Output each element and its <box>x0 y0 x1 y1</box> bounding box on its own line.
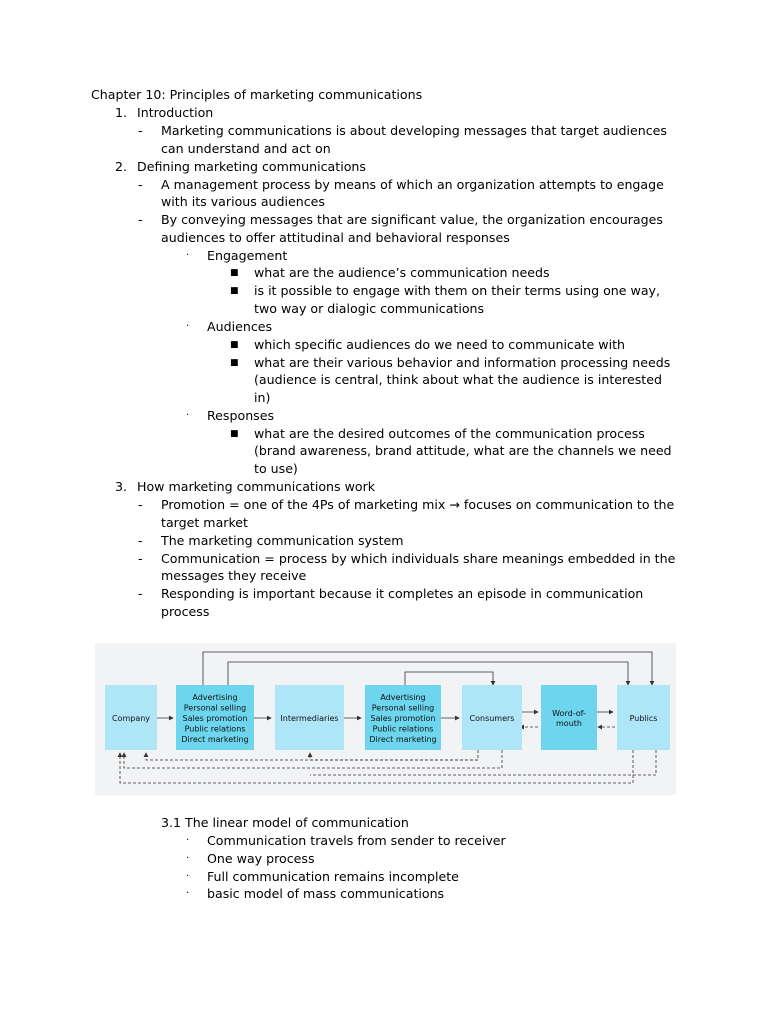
word-of-mouth-box <box>541 685 597 750</box>
consumers-box <box>462 685 522 750</box>
point-line: what are the desired outcomes of the communication process <box>254 426 645 441</box>
list-item-line: Responding is important because it completes an episode in communication <box>161 586 644 601</box>
point-line: what are the audience’s communication needs <box>254 265 550 280</box>
point-line: in) <box>254 390 271 405</box>
section-heading: How marketing communications work <box>137 479 376 494</box>
square-bullet: ■ <box>230 429 239 439</box>
company-box <box>105 685 157 750</box>
point-line: Communication travels from sender to receiver <box>207 833 506 848</box>
promotion-mix-box-2 <box>365 685 441 750</box>
section-heading: Introduction <box>137 105 214 120</box>
dash-bullet: - <box>138 551 143 566</box>
dash-bullet: - <box>138 123 143 138</box>
list-item-line: Marketing communications is about developing messages that target audiences <box>161 123 667 138</box>
dash-bullet: - <box>138 533 143 548</box>
dash-bullet: - <box>138 177 143 192</box>
point-line: what are their various behavior and information processing needs <box>254 355 671 370</box>
publics-box <box>617 685 670 750</box>
promo-item: Advertising <box>192 693 238 702</box>
promo-item: Personal selling <box>183 703 247 713</box>
subsection-label: Engagement <box>207 248 288 263</box>
intermediaries-label: Intermediaries <box>280 714 339 723</box>
dot-bullet: · <box>186 321 190 332</box>
dash-bullet: - <box>138 586 143 601</box>
list-item-line: target market <box>161 515 248 530</box>
word-of-mouth-label: mouth <box>556 719 582 728</box>
list-item-line: with its various audiences <box>161 194 325 209</box>
document-title: Chapter 10: Principles of marketing communications <box>91 87 423 102</box>
list-item-line: process <box>161 604 210 619</box>
list-item-line: can understand and act on <box>161 141 331 156</box>
section-number: 1. <box>115 105 128 120</box>
marketing-communication-system-diagram <box>95 643 676 795</box>
section-heading: Defining marketing communications <box>137 159 366 174</box>
dot-bullet: · <box>186 250 190 261</box>
promo-item: Direct marketing <box>369 735 437 744</box>
diagram-svg <box>95 643 676 795</box>
promo-item: Sales promotion <box>370 714 436 723</box>
promo-item: Public relations <box>184 724 246 734</box>
square-bullet: ■ <box>230 268 239 278</box>
dot-bullet: · <box>186 871 190 882</box>
point-line: (audience is central, think about what the audience is interested <box>254 372 662 387</box>
point-line: Full communication remains incomplete <box>207 869 459 884</box>
intermediaries-box <box>275 685 344 750</box>
dot-bullet: · <box>186 888 190 899</box>
list-item-line: The marketing communication system <box>161 533 404 548</box>
subsection-heading: 3.1 The linear model of communication <box>161 815 409 830</box>
list-item-line: audiences to offer attitudinal and behavioral responses <box>161 230 510 245</box>
subsection-label: Responses <box>207 408 275 423</box>
promo-item: Advertising <box>380 693 426 702</box>
list-item-line: Promotion = one of the 4Ps of marketing mix → focuses on communication to the <box>161 497 675 512</box>
point-line: which specific audiences do we need to communicate with <box>254 337 625 352</box>
dot-bullet: · <box>186 410 190 421</box>
dash-bullet: - <box>138 497 143 512</box>
list-item-line: Communication = process by which individuals share meanings embedded in the <box>161 551 676 566</box>
section-number: 3. <box>115 479 128 494</box>
dot-bullet: · <box>186 853 190 864</box>
list-item-line: messages they receive <box>161 568 307 583</box>
promotion-mix-box-1 <box>176 685 254 750</box>
point-line: basic model of mass communications <box>207 886 445 901</box>
square-bullet: ■ <box>230 358 239 368</box>
square-bullet: ■ <box>230 340 239 350</box>
promo-item: Personal selling <box>371 703 435 713</box>
dash-bullet: - <box>138 212 143 227</box>
dot-bullet: · <box>186 835 190 846</box>
promo-item: Sales promotion <box>182 714 248 723</box>
point-line: two way or dialogic communications <box>254 301 485 316</box>
list-item-line: By conveying messages that are significant value, the organization encourages <box>161 212 663 227</box>
subsection-label: Audiences <box>207 319 273 334</box>
company-label: Company <box>111 714 151 723</box>
point-line: One way process <box>207 851 315 866</box>
promo-item: Public relations <box>372 724 434 734</box>
consumers-label: Consumers <box>469 714 515 723</box>
list-item-line: A management process by means of which an organization attempts to engage <box>161 177 664 192</box>
point-line: (brand awareness, brand attitude, what are the channels we need <box>254 443 672 458</box>
word-of-mouth-label: Word-of- <box>552 709 586 718</box>
section-number: 2. <box>115 159 128 174</box>
point-line: to use) <box>254 461 298 476</box>
square-bullet: ■ <box>230 286 239 296</box>
point-line: is it possible to engage with them on their terms using one way, <box>254 283 661 298</box>
publics-label: Publics <box>629 714 658 723</box>
promo-item: Direct marketing <box>181 735 249 744</box>
